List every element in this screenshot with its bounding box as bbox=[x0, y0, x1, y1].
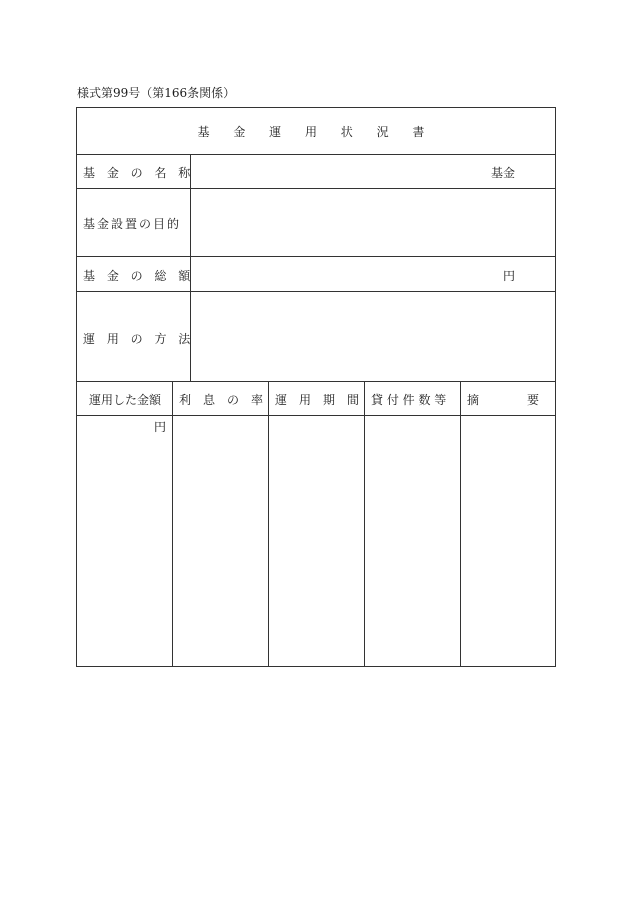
header-cell-amount bbox=[77, 382, 173, 415]
fund-status-form bbox=[76, 107, 556, 667]
header-loan-count: 貸 付 件 数 等 bbox=[371, 393, 447, 407]
body-cell-loan-count bbox=[365, 416, 461, 666]
body-cell-interest-rate bbox=[173, 416, 269, 666]
form-title: 基 金 運 用 状 況 書 bbox=[197, 125, 435, 139]
operation-table-body-row bbox=[77, 416, 555, 666]
form-title-row bbox=[77, 108, 555, 155]
fund-total-value-cell bbox=[191, 257, 555, 291]
header-cell-interest-rate bbox=[173, 382, 269, 415]
form-number-caption: 様式第99号（第166条関係） bbox=[77, 86, 236, 100]
fund-name-label: 基 金 の 名 称 bbox=[83, 166, 195, 180]
fund-total-label-cell bbox=[77, 257, 195, 291]
fund-total-row bbox=[77, 257, 555, 292]
amount-unit: 円 bbox=[153, 420, 166, 434]
header-cell-loan-count bbox=[365, 382, 461, 415]
header-remarks: 摘 要 bbox=[467, 393, 540, 407]
header-period: 運 用 期 間 bbox=[275, 393, 360, 407]
header-cell-period bbox=[269, 382, 365, 415]
fund-name-label-cell bbox=[77, 155, 195, 188]
body-cell-period bbox=[269, 416, 365, 666]
header-interest-rate: 利 息 の 率 bbox=[179, 393, 264, 407]
fund-name-value-cell bbox=[191, 155, 555, 188]
header-cell-remarks bbox=[461, 382, 555, 415]
fund-method-label: 運 用 の 方 法 bbox=[83, 332, 195, 346]
fund-purpose-label: 基金設置の目的 bbox=[83, 217, 182, 231]
fund-total-label: 基 金 の 総 額 bbox=[83, 269, 195, 283]
fund-method-label-cell bbox=[77, 292, 195, 381]
header-amount: 運用した金額 bbox=[89, 393, 162, 407]
fund-method-row bbox=[77, 292, 555, 382]
fund-method-value-cell bbox=[191, 292, 555, 381]
fund-total-unit: 円 bbox=[502, 269, 515, 283]
body-cell-amount bbox=[77, 416, 173, 666]
operation-table-header-row bbox=[77, 382, 555, 416]
body-cell-remarks bbox=[461, 416, 555, 666]
fund-purpose-value-cell bbox=[191, 189, 555, 256]
fund-purpose-row bbox=[77, 189, 555, 257]
fund-purpose-label-cell bbox=[77, 189, 191, 256]
fund-name-row bbox=[77, 155, 555, 189]
fund-name-suffix: 基金 bbox=[490, 166, 515, 180]
